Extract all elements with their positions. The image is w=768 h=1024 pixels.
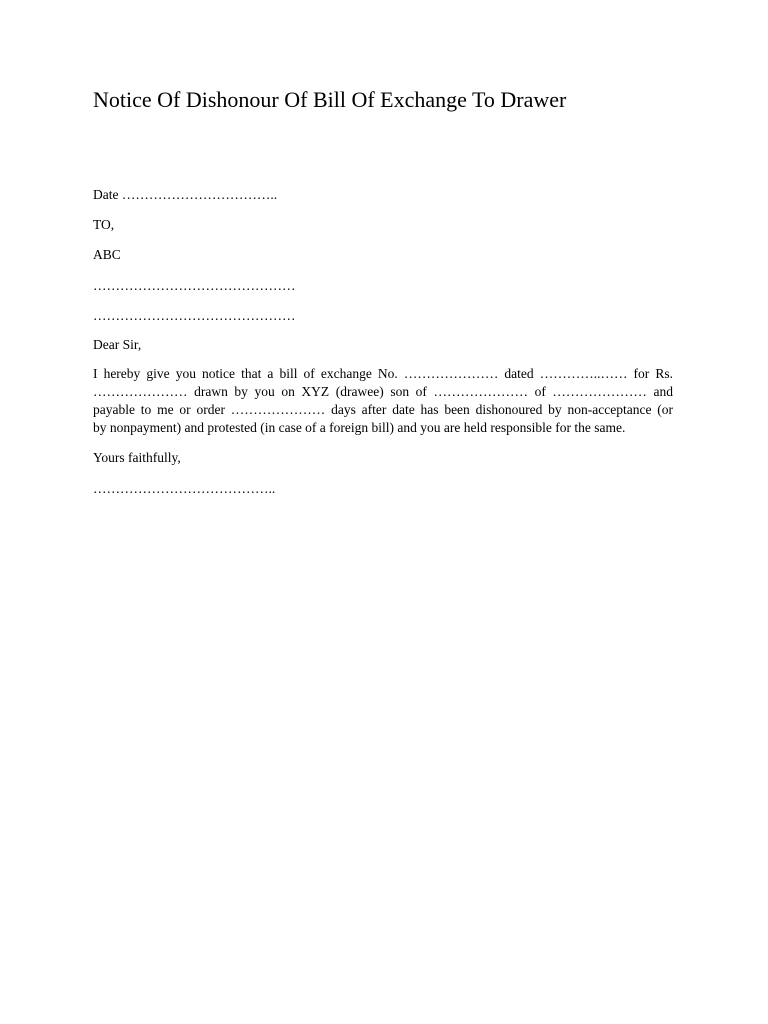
- salutation: Dear Sir,: [93, 337, 142, 352]
- body-line: I hereby give you notice that a bill of exchange No. ………………… dated …………..…… for Rs.: [93, 366, 673, 381]
- body-line: payable to me or order ………………… days after date has been dishonoured by non-acceptance (or: [93, 402, 673, 417]
- addressee-name: ABC: [93, 247, 121, 262]
- address-line-2: ………………………………………: [93, 308, 296, 323]
- body-paragraph: [93, 365, 673, 437]
- document-title: Notice Of Dishonour Of Bill Of Exchange To Drawer: [93, 87, 567, 112]
- body-line: by nonpayment) and protested (in case of a foreign bill) and you are held responsible for the same.: [93, 420, 626, 435]
- body-line: ………………… drawn by you on XYZ (drawee) son of ………………… of ………………… and: [93, 384, 673, 399]
- closing: Yours faithfully,: [93, 450, 181, 465]
- signature-line: …………………………………..: [93, 481, 276, 496]
- date-line: Date ……………………………..: [93, 187, 278, 202]
- to-line: TO,: [93, 217, 115, 232]
- address-line-1: ………………………………………: [93, 278, 296, 293]
